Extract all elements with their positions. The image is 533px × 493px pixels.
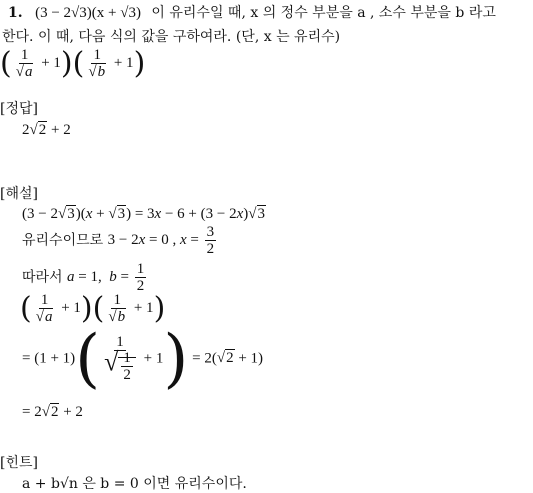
solution-step-5: = (1 + 1)( 1 √ $\frac{1}{2}$ + 1) = 2(√2 + 1) xyxy=(22,322,264,396)
solution-header: [해설] xyxy=(0,186,38,202)
solution-step-4: ( $\frac{1}{√a}$ + 1)( $\frac{1}{√b}$ + 1) xyxy=(20,291,166,326)
answer-header: [정답] xyxy=(0,101,38,117)
solution-step-2: 유리수이므로 3 − 2x = 0 , x = $\frac{3}{2}$ xyxy=(22,224,215,257)
answer-value: 2√2 + 2 xyxy=(22,122,71,138)
solution-step-2-text: 유리수이므로 xyxy=(22,232,104,249)
problem-formula: ( $\frac{1}{√a}$ + 1)( $\frac{1}{√b}$ + 1) xyxy=(0,46,146,81)
problem-text-1: 이 유리수일 때, x 의 정수 부분을 a , 소수 부분을 b 라고 xyxy=(151,5,496,21)
hint-header: [힌트] xyxy=(0,455,38,471)
solution-step-3-text: 따라서 xyxy=(22,269,63,286)
solution-step-3: 따라서 a = 1, b = $\frac{1}{2}$ xyxy=(22,261,145,294)
problem-expression: (3 − 2√3)(x + √3) xyxy=(35,5,141,21)
solution-step-1: (3 − 2√3)(x + √3) = 3x − 6 + (3 − 2x)√3 xyxy=(22,206,265,222)
problem-line-2: 한다. 이 때, 다음 식의 값을 구하여라. (단, x 는 유리수) xyxy=(2,29,341,45)
hint-text: a + b√n 은 b = 0 이면 유리수이다. xyxy=(22,476,247,492)
problem-line-1 xyxy=(8,2,496,22)
problem-number: 1. xyxy=(8,5,23,21)
solution-step-6: = 2√2 + 2 xyxy=(22,404,83,420)
